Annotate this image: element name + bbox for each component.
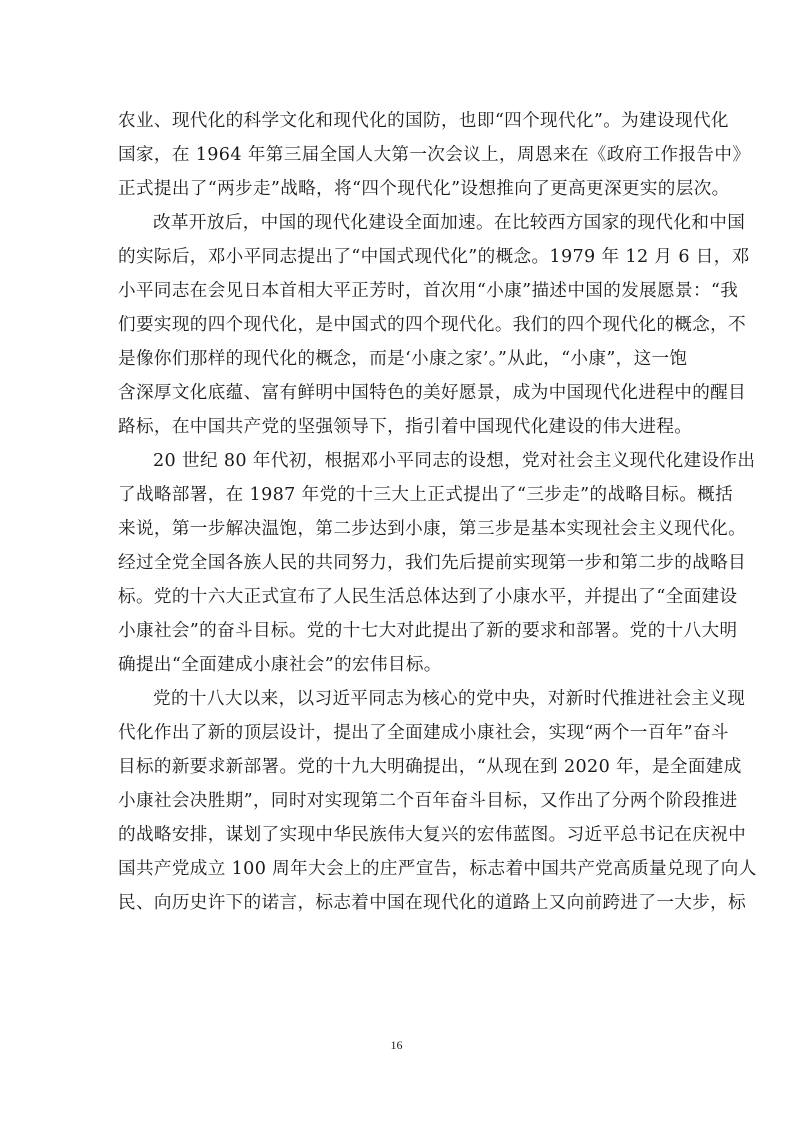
paragraph-2-line-7: 路标，在中国共产党的坚强领导下，指引着中国现代化建设的伟大进程。 [118, 417, 693, 437]
paragraph-3-line-2: 了战略部署，在 1987 年党的十三大上正式提出了“三步走”的战略目标。概括 [118, 485, 734, 505]
page-number: 16 [390, 1038, 403, 1052]
paragraph-4-line-1: 党的十八大以来，以习近平同志为核心的党中央，对新时代推进社会主义现 [153, 689, 746, 709]
paragraph-4-line-6: 国共产党成立 100 周年大会上的庄严宣告，标志着中国共产党高质量兑现了向人 [118, 859, 757, 879]
paragraph-2-line-6: 含深厚文化底蕴、富有鲜明中国特色的美好愿景，成为中国现代化进程中的醒目 [118, 383, 747, 403]
paragraph-4-line-7: 民、向历史许下的诺言，标志着中国在现代化的道路上又向前跨进了一大步，标 [118, 893, 747, 913]
paragraph-2-line-5: 是像你们那样的现代化的概念，而是‘小康之家’。”从此，“小康”，这一饱 [118, 349, 688, 369]
paragraph-2-line-1: 改革开放后，中国的现代化建设全面加速。在比较西方国家的现代化和中国 [153, 213, 746, 233]
paragraph-2-line-2: 的实际后，邓小平同志提出了“中国式现代化”的概念。1979 年 12 月 6 日，邓 [118, 247, 750, 267]
paragraph-1-line-1: 农业、现代化的科学文化和现代化的国防，也即“四个现代化”。为建设现代化 [118, 111, 729, 131]
paragraph-4-line-4: 小康社会决胜期”，同时对实现第二个百年奋斗目标，又作出了分两个阶段推进 [118, 791, 738, 811]
paragraph-4-line-3: 目标的新要求新部署。党的十九大明确提出，“从现在到 2020 年，是全面建成 [118, 757, 742, 777]
paragraph-3-line-3: 来说，第一步解决温饱，第二步达到小康，第三步是基本实现社会主义现代化。 [118, 519, 747, 539]
paragraph-3-line-1: 20 世纪 80 年代初，根据邓小平同志的设想，党对社会主义现代化建设作出 [153, 451, 756, 471]
paragraph-4-line-2: 代化作出了新的顶层设计，提出了全面建成小康社会，实现“两个一百年”奋斗 [118, 723, 729, 743]
paragraph-3-line-7: 确提出“全面建成小康社会”的宏伟目标。 [118, 655, 442, 675]
paragraph-3-line-5: 标。党的十六大正式宣布了人民生活总体达到了小康水平，并提出了“全面建设 [118, 587, 738, 607]
body-text [118, 104, 757, 920]
paragraph-3-line-4: 经过全党全国各族人民的共同努力，我们先后提前实现第一步和第二步的战略目 [118, 553, 747, 573]
paragraph-3-line-6: 小康社会”的奋斗目标。党的十七大对此提出了新的要求和部署。党的十八大明 [118, 621, 738, 641]
paragraph-1-line-3: 正式提出了“两步走”战略，将“四个现代化”设想推向了更高更深更实的层次。 [118, 179, 730, 199]
paragraph-2-line-4: 们要实现的四个现代化，是中国式的四个现代化。我们的四个现代化的概念，不 [118, 315, 747, 335]
paragraph-4-line-5: 的战略安排，谋划了实现中华民族伟大复兴的宏伟蓝图。习近平总书记在庆祝中 [118, 825, 747, 845]
paragraph-2-line-3: 小平同志在会见日本首相大平正芳时，首次用“小康”描述中国的发展愿景：“我 [118, 281, 739, 301]
paragraph-1-line-2: 国家，在 1964 年第三届全国人大第一次会议上，周恩来在《政府工作报告中》 [118, 145, 751, 165]
